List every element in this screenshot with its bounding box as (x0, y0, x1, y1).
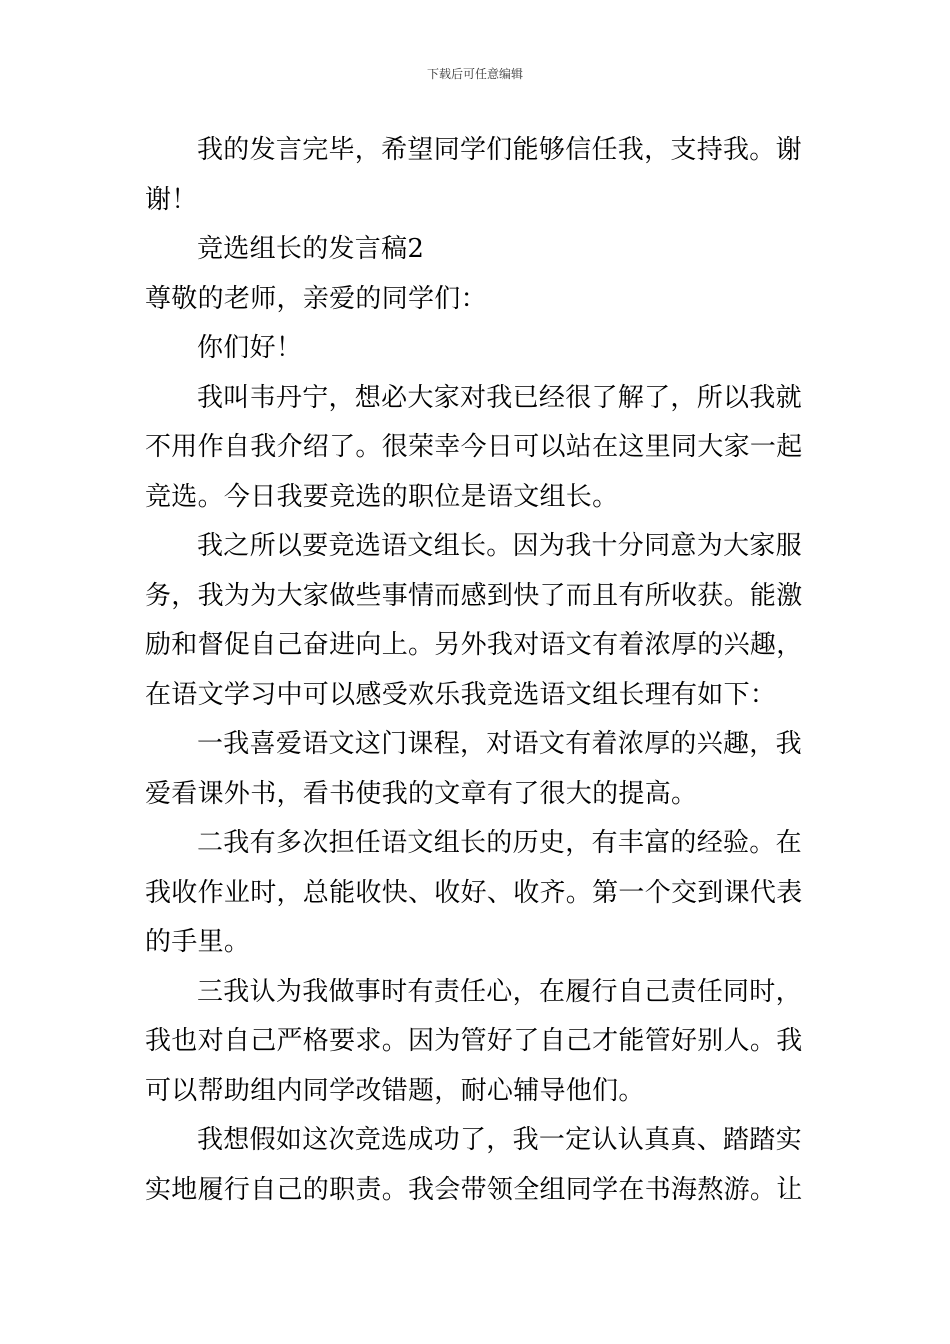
text-line: 竞选。今日我要竞选的职位是语文组长。 (145, 481, 619, 512)
text-line: 谢！ (145, 184, 198, 215)
text-line: 我叫韦丹宁，想必大家对我已经很了解了，所以我就 (197, 382, 802, 413)
text-line: 我之所以要竞选语文组长。因为我十分同意为大家服 (197, 531, 802, 561)
paragraph (145, 324, 810, 374)
text-line: 不用作自我介绍了。很荣幸今日可以站在这里同大家一起 (145, 432, 803, 462)
text-line: 三我认为我做事时有责任心，在履行自己责任同时， (197, 976, 802, 1007)
paragraph (145, 720, 810, 819)
paragraph (145, 225, 810, 275)
text-line: 务，我为为大家做些事情而感到快了而且有所收获。能激 (145, 580, 803, 611)
paragraph (145, 968, 810, 1117)
text-line: 我收作业时，总能收快、收好、收齐。第一个交到课代表 (145, 877, 803, 908)
text-line: 可以帮助组内同学改错题，耐心辅导他们。 (145, 1075, 645, 1106)
text-line: 我的发言完毕，希望同学们能够信任我，支持我。谢 (197, 135, 802, 165)
paragraph (145, 819, 810, 968)
text-line: 我也对自己严格要求。因为管好了自己才能管好别人。我 (145, 1026, 803, 1056)
text-line: 一我喜爱语文这门课程，对语文有着浓厚的兴趣，我 (197, 729, 802, 759)
header-note: 下载后可任意编辑 (426, 67, 523, 81)
text-line: 的手里。 (145, 927, 251, 957)
text-line: 在语文学习中可以感受欢乐我竞选语文组长理有如下： (145, 679, 777, 710)
paragraph (145, 522, 810, 720)
document-body (145, 126, 810, 1215)
text-line: 你们好！ (197, 333, 303, 363)
paragraph (145, 1116, 810, 1215)
paragraph (145, 275, 810, 325)
paragraph (145, 126, 810, 225)
text-line: 二我有多次担任语文组长的历史，有丰富的经验。在 (197, 828, 802, 858)
text-line: 尊敬的老师，亲爱的同学们： (145, 283, 487, 314)
text-line: 励和督促自己奋进向上。另外我对语文有着浓厚的兴趣， (145, 630, 803, 660)
text-line: 实地履行自己的职责。我会带领全组同学在书海熬游。让 (145, 1174, 803, 1205)
text-line: 我想假如这次竞选成功了，我一定认认真真、踏踏实 (197, 1125, 802, 1155)
text-line: 竞选组长的发言稿2 (197, 234, 425, 264)
paragraph (145, 374, 810, 523)
text-line: 爱看课外书，看书使我的文章有了很大的提高。 (145, 778, 698, 809)
